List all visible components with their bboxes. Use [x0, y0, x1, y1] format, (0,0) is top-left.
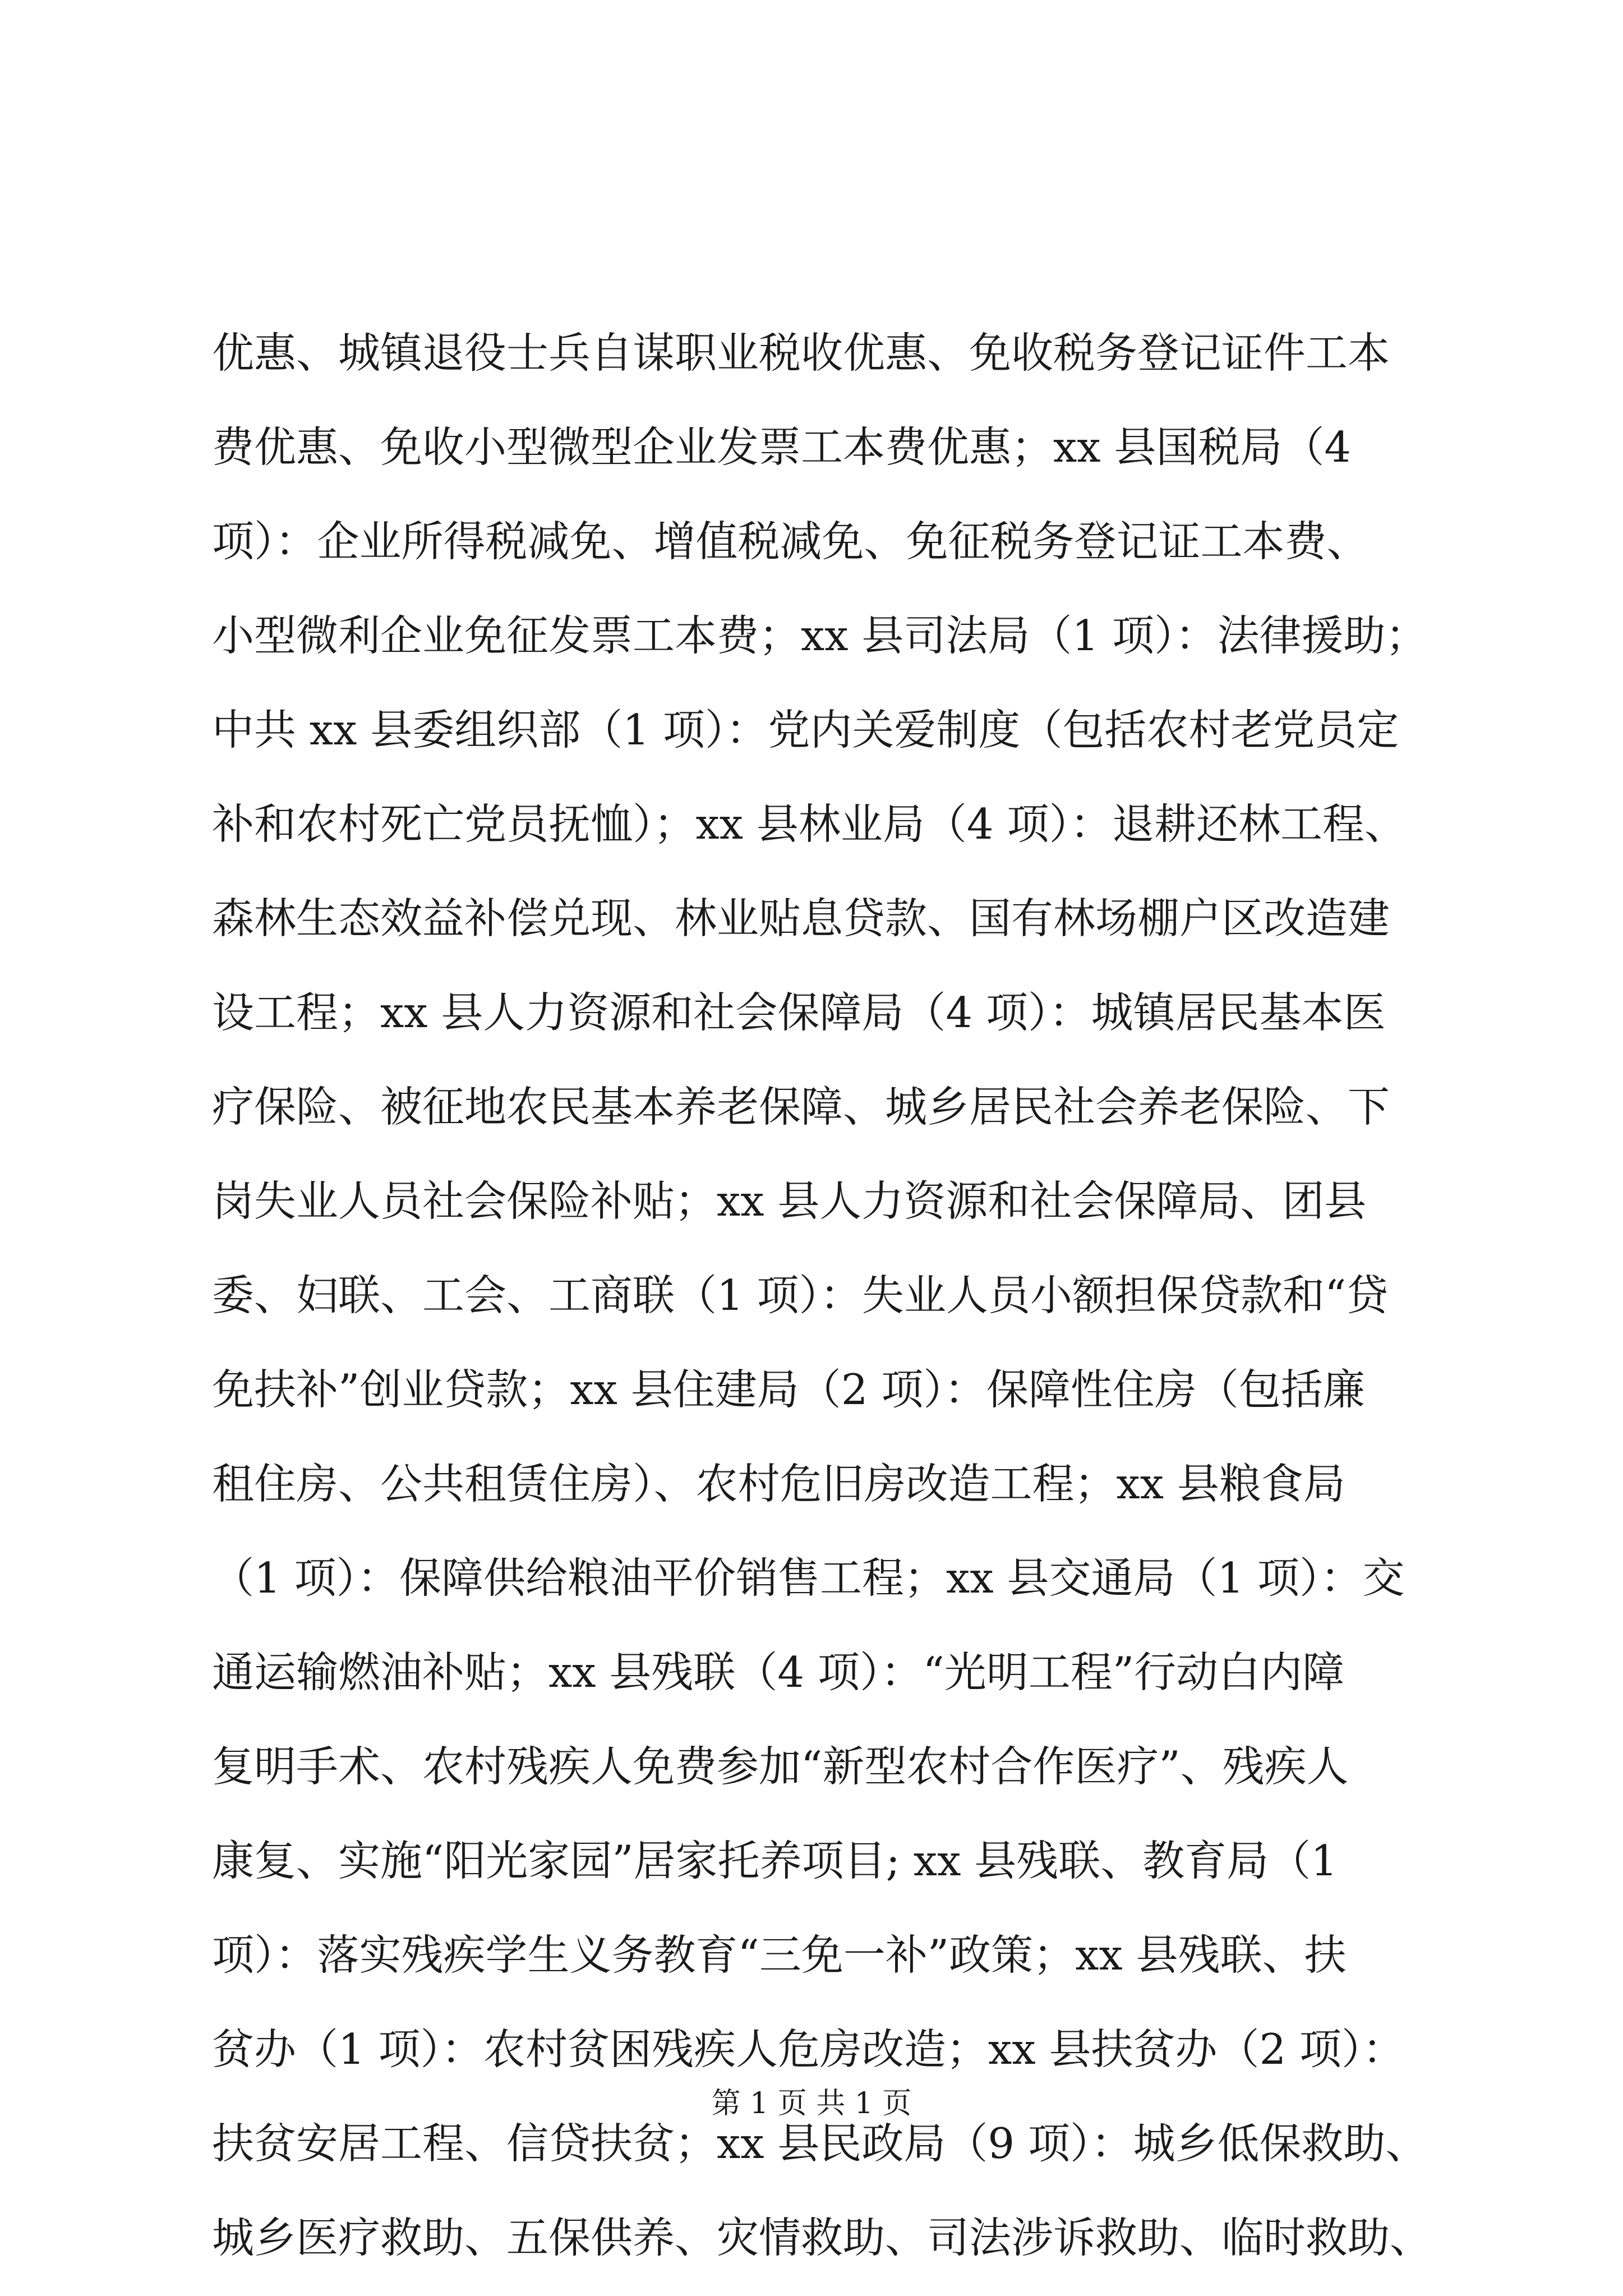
- text-line: 城乡医疗救助、五保供养、灾情救助、司法涉诉救助、临时救助、: [212, 2213, 1432, 2262]
- text-line: 通运输燃油补贴；xx 县残联（4 项）：“光明工程”行动白内障: [212, 1648, 1345, 1697]
- text-line: 费优惠、免收小型微型企业发票工本费优惠；xx 县国税局（4: [212, 422, 1352, 472]
- text-line: 优惠、城镇退役士兵自谋职业税收优惠、免收税务登记证件工本: [212, 328, 1390, 378]
- page-number-label: 第 1 页 共 1 页: [711, 2087, 912, 2120]
- text-line: 补和农村死亡党员抚恤）；xx 县林业局（4 项）：退耕还林工程、: [212, 799, 1407, 849]
- text-line: 小型微利企业免征发票工本费；xx 县司法局（1 项）：法律援助；: [212, 611, 1428, 660]
- text-line: 免扶补”创业贷款；xx 县住建局（2 项）：保障性住房（包括廉: [212, 1365, 1365, 1414]
- text-line: 设工程；xx 县人力资源和社会保障局（4 项）：城镇居民基本医: [212, 988, 1386, 1037]
- text-line: 疗保险、被征地农民基本养老保障、城乡居民社会养老保险、下: [212, 1082, 1390, 1131]
- text-line: 项）：落实残疾学生义务教育“三免一补”政策；xx 县残联、扶: [212, 1930, 1347, 1980]
- text-line: 森林生态效益补偿兑现、林业贴息贷款、国有林场棚户区改造建: [212, 894, 1390, 943]
- page-footer: [0, 2081, 1623, 2126]
- body-text: [212, 306, 1451, 2285]
- text-line: 扶贫安居工程、信贷扶贫；xx 县民政局（9 项）：城乡低保救助、: [212, 2119, 1428, 2168]
- text-line: 复明手术、农村残疾人免费参加“新型农村合作医疗”、残疾人: [212, 1742, 1349, 1791]
- text-line: 租住房、公共租赁住房）、农村危旧房改造工程；xx 县粮食局: [212, 1459, 1345, 1508]
- text-line: 岗失业人员社会保险补贴；xx 县人力资源和社会保障局、团县: [212, 1176, 1367, 1226]
- text-line: （1 项）：保障供给粮油平价销售工程；xx 县交通局（1 项）：交: [212, 1553, 1405, 1603]
- text-line: 贫办（1 项）：农村贫困残疾人危房改造；xx 县扶贫办（2 项）：: [212, 2024, 1405, 2074]
- text-line: 项）：企业所得税减免、增值税减免、免征税务登记证工本费、: [212, 517, 1369, 566]
- text-line: 中共 xx 县委组织部（1 项）：党内关爱制度（包括农村老党员定: [212, 705, 1399, 754]
- text-line: 委、妇联、工会、工商联（1 项）：失业人员小额担保贷款和“贷: [212, 1271, 1389, 1320]
- text-line: 康复、实施“阳光家园”居家托养项目; xx 县残联、教育局（1: [212, 1836, 1338, 1885]
